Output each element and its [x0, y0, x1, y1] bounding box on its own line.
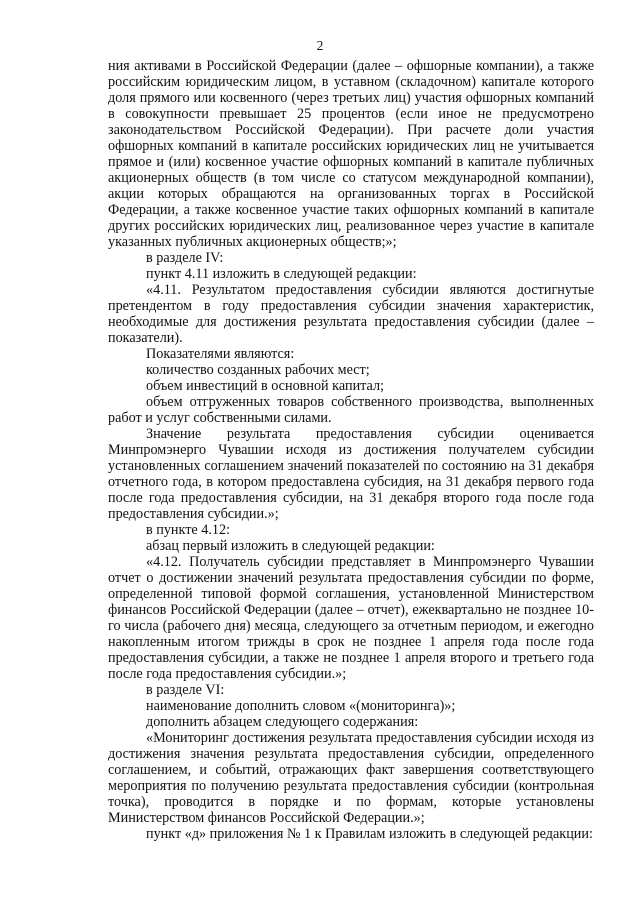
paragraph: абзац первый изложить в следующей редакции:	[146, 538, 435, 554]
paragraph: ния активами в Российской Федерации (далее – офшорные компании), а также российским юридическим лицом, в уставном (складочном) капитале которого доля прямого или косвенного (через третьих лиц) участия офшорных компаний в совокупности превышает 25 процентов (если иное не предусмотрено законодательством Российской Федерации). При расчете доли участия офшорных компаний в капитале российских юридических лиц не учитывается прямое и (или) косвенное участие офшорных компаний в капитале публичных акционерных обществ (в том числе со статусом международной компании), акции которых обращаются на организованных торгах в Российской Федерации, а также косвенное участие таких офшорных компаний в капитале других российских юридических лиц, реализованное через участие в капитале указанных публичных акционерных обществ;»;	[108, 58, 594, 250]
paragraph: пункт 4.11 изложить в следующей редакции:	[146, 266, 417, 282]
paragraph: Показателями являются:	[146, 346, 295, 362]
paragraph: в разделе VI:	[146, 682, 225, 698]
paragraph: пункт «д» приложения № 1 к Правилам изложить в следующей редакции:	[146, 826, 593, 842]
document-body	[108, 58, 594, 842]
paragraph: в пункте 4.12:	[146, 522, 231, 538]
paragraph: «Мониторинг достижения результата предоставления субсидии исходя из достижения значения результата предоставления субсидии, определенного соглашением, и событий, отражающих факт завершения соответствующего мероприятия по получению результата предоставления субсидии (контрольная точка), проводится в порядке и по формам, которые установлены Министерством финансов Российской Федерации.»;	[108, 730, 594, 826]
paragraph: объем инвестиций в основной капитал;	[146, 378, 384, 394]
paragraph: объем отгруженных товаров собственного производства, выполненных работ и услуг собственными силами.	[108, 394, 594, 426]
paragraph: дополнить абзацем следующего содержания:	[146, 714, 419, 730]
paragraph: «4.12. Получатель субсидии представляет в Минпромэнерго Чувашии отчет о достижении значений результата предоставления субсидии по форме, определенной типовой формой соглашения, установленной Министерством финансов Российской Федерации (далее – отчет), ежеквартально не позднее 10-го числа (рабочего дня) месяца, следующего за отчетным периодом, и ежегодно накопленным итогом трижды в срок не позднее 1 апреля года после года предоставления субсидии, а также не позднее 1 апреля второго и третьего года после года предоставления субсидии.»;	[108, 554, 594, 682]
paragraph: «4.11. Результатом предоставления субсидии являются достигнутые претендентом в году предоставления субсидии значения характеристик, необходимые для достижения результата предоставления субсидии (далее – показатели).	[108, 282, 594, 346]
paragraph: наименование дополнить словом «(мониторинга)»;	[146, 698, 456, 714]
page-number: 2	[316, 38, 324, 53]
paragraph: количество созданных рабочих мест;	[146, 362, 370, 378]
paragraph: в разделе IV:	[146, 250, 224, 266]
paragraph: Значение результата предоставления субсидии оценивается Минпромэнерго Чувашии исходя из достижения получателем субсидии установленных соглашением значений показателей по состоянию на 31 декабря отчетного года, в котором предоставлена субсидия, на 31 декабря первого года после года предоставления субсидии, на 31 декабря второго года после года предоставления субсидии.»;	[108, 426, 594, 522]
